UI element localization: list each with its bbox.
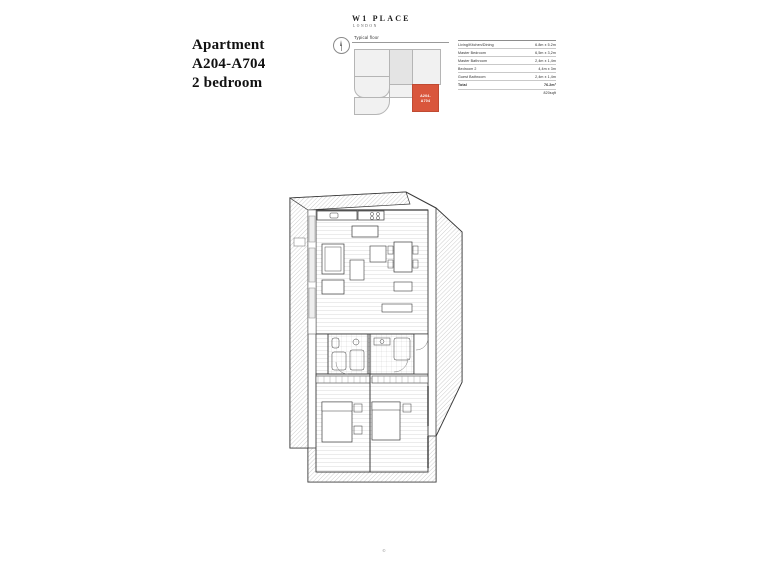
brand-logo	[352, 14, 411, 28]
room-dimension: 6.8m x 5.2m	[535, 42, 556, 47]
page-title	[192, 36, 265, 94]
key-plan-unit	[354, 76, 390, 98]
key-plan-unit	[354, 49, 390, 77]
key-plan-unit	[412, 49, 441, 85]
table-row	[458, 40, 556, 49]
key-plan-core	[389, 49, 413, 85]
key-plan-divider	[352, 42, 449, 43]
apartment-floor-plan	[286, 186, 482, 486]
table-row	[458, 57, 556, 65]
room-label: Master Bathroom	[458, 58, 488, 63]
key-plan-highlight-line2: A704	[420, 98, 431, 103]
room-label: Guest Bathroom	[458, 74, 486, 79]
key-plan-unit	[389, 84, 413, 98]
total-label: Total	[458, 83, 467, 88]
room-label: Living/Kitchen/Dining	[458, 42, 494, 47]
table-row	[458, 49, 556, 57]
brand-subtitle: LONDON	[353, 24, 378, 28]
brand-name: W1 PLACE	[352, 14, 411, 23]
table-row-total	[458, 81, 556, 89]
key-plan-highlighted-unit	[412, 84, 439, 112]
area-schedule	[458, 40, 556, 97]
key-plan-unit	[354, 97, 390, 115]
apartment-type: 2 bedroom	[192, 75, 263, 92]
table-row	[458, 73, 556, 81]
room-dimension: 2,4m x 1,4m	[535, 58, 556, 63]
table-row-sqft	[458, 90, 556, 97]
room-dimension: 6,5m x 3,2m	[535, 50, 556, 55]
key-plan	[332, 35, 450, 113]
copyright-mark: ©	[382, 548, 386, 553]
key-plan-label: Typical floor	[354, 35, 379, 40]
table-row	[458, 65, 556, 73]
room-label: Bedroom 2	[458, 66, 477, 71]
north-arrow-icon	[333, 37, 350, 54]
room-dimension: 2,4m x 1,4m	[535, 74, 556, 79]
total-area-metric: 76.2m²	[544, 83, 556, 88]
total-area-imperial: 820sqft	[543, 91, 556, 96]
apartment-code: A204-A704	[192, 56, 266, 73]
room-dimension: 4,4m x 3m	[538, 66, 556, 71]
key-plan-highlight-line1: A204-	[420, 94, 431, 98]
apartment-label: Apartment	[192, 37, 265, 53]
room-label: Master Bedroom	[458, 50, 486, 55]
